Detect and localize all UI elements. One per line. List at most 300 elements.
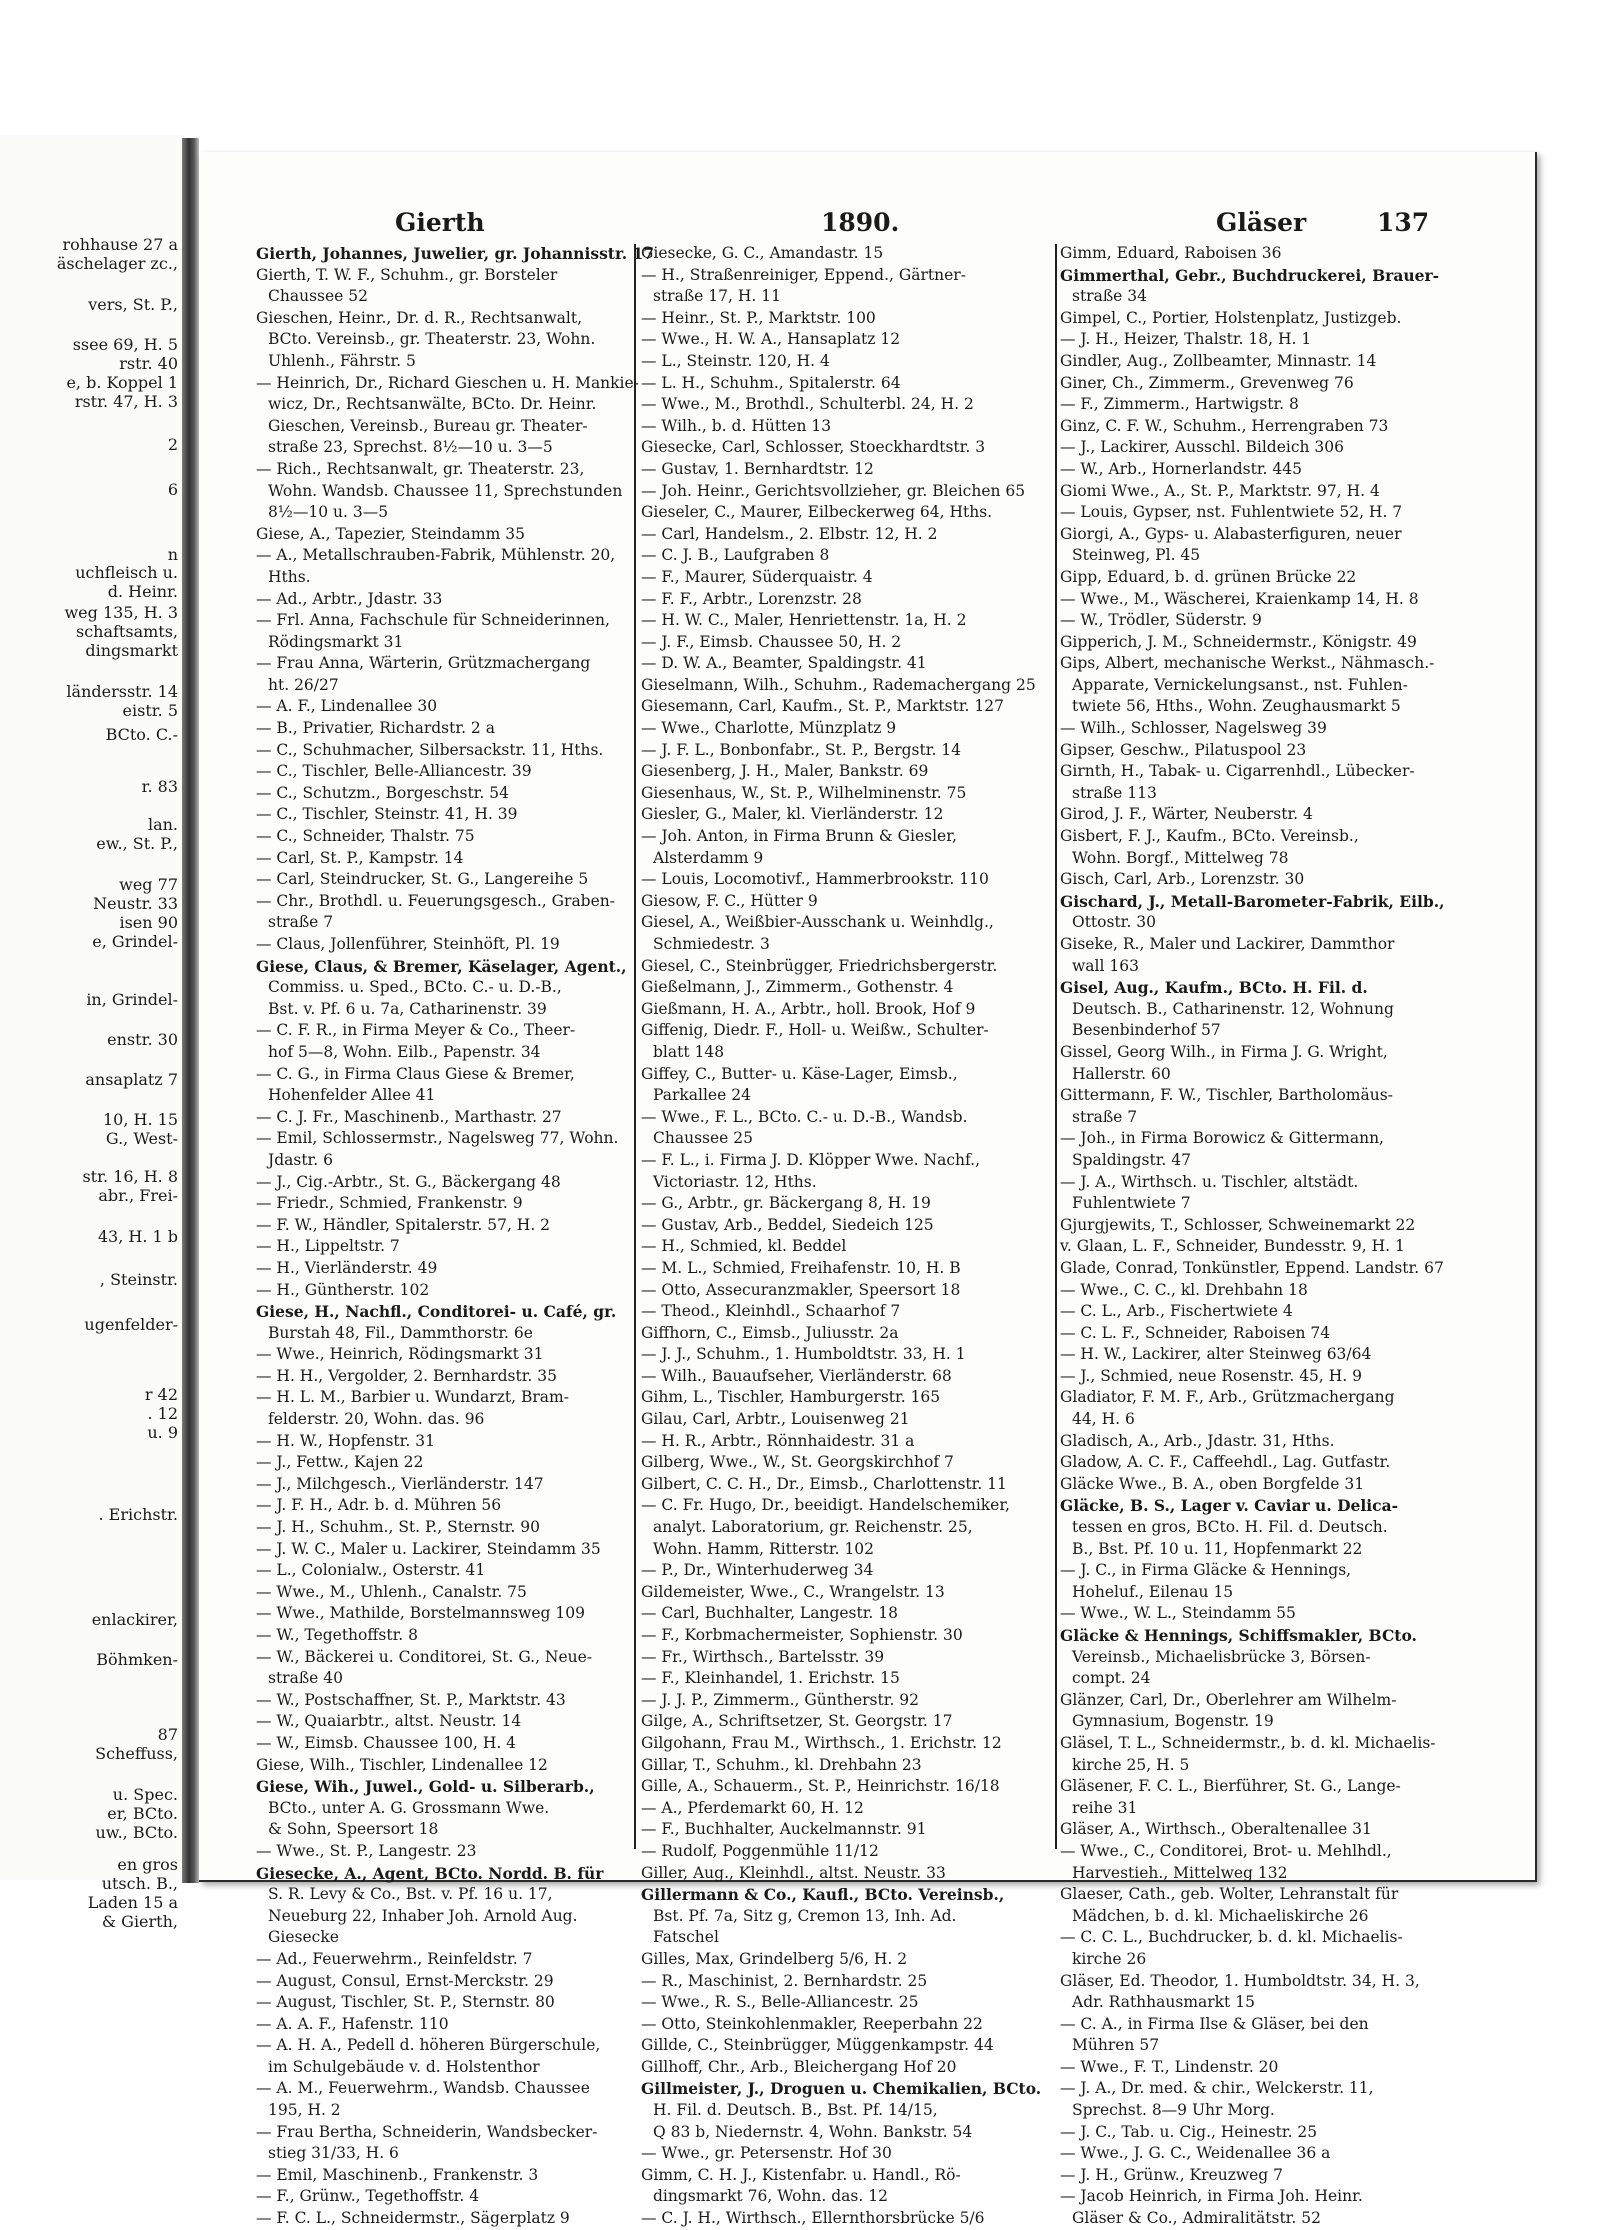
directory-entry-line: — Claus, Jollenführer, Steinhöft, Pl. 19 [256, 935, 560, 953]
directory-entry-line: — Rich., Rechtsanwalt, gr. Theaterstr. 23, [256, 459, 585, 478]
directory-entry-line: — Frau Anna, Wärterin, Grützmachergang [256, 654, 591, 673]
directory-entry-line: — Wwe., Mathilde, Borstelmannsweg 109 [256, 1604, 585, 1623]
left-page-text-fragment: äschelager zc., [56, 254, 178, 273]
directory-entry-line: reihe 31 [1072, 1798, 1138, 1817]
entries-column-3 [1060, 243, 1449, 2228]
directory-entry-line: Gladiator, F. M. F., Arb., Grützmachergang [1060, 1388, 1395, 1407]
directory-entry-line: Giseke, R., Maler und Lackirer, Dammthor [1060, 935, 1395, 953]
directory-entry-line: — C. L., Arb., Fischertwiete 4 [1060, 1302, 1293, 1321]
directory-entry-line: straße 113 [1072, 783, 1157, 802]
directory-entry-line: Gillmeister, J., Droguen u. Chemikalien, BCto. [641, 2079, 1042, 2099]
left-page-text-fragment: er, BCto. [107, 1804, 178, 1823]
directory-entry-line: — M. L., Schmied, Freihafenstr. 10, H. B [641, 1258, 961, 1277]
directory-entry-line: Gjurgjewits, T., Schlosser, Schweinemarkt 22 [1060, 1215, 1416, 1234]
directory-entry-line: — A. A. F., Hafenstr. 110 [256, 2014, 449, 2033]
left-page-text-fragment: Neustr. 33 [93, 894, 178, 913]
directory-entry-line: Rödingsmarkt 31 [268, 632, 404, 651]
directory-entry-line: — Wwe., J. G. C., Weidenallee 36 a [1060, 2144, 1331, 2163]
directory-entry-line: dingsmarkt 76, Wohn. das. 12 [653, 2187, 888, 2206]
directory-entry-line: — F., Maurer, Süderquaistr. 4 [641, 567, 873, 586]
directory-entry-line: Wohn. Borgf., Mittelweg 78 [1072, 848, 1289, 867]
directory-entry-line: — L. H., Schuhm., Spitalerstr. 64 [641, 373, 901, 392]
directory-entry-line: Alsterdamm 9 [653, 848, 764, 867]
directory-entry-line: Commiss. u. Sped., BCto. C.- u. D.-B., [268, 978, 562, 997]
directory-entry-line: analyt. Laboratorium, gr. Reichenstr. 25, [653, 1518, 973, 1537]
left-page-text-fragment: e, b. Koppel 1 [66, 373, 178, 392]
directory-entry-line: — F. L., i. Firma J. D. Klöpper Wwe. Nachf., [641, 1150, 981, 1169]
left-page-text-fragment: rohhause 27 a [62, 235, 178, 254]
directory-entry-line: — J. C., in Firma Gläcke & Hennings, [1060, 1561, 1352, 1580]
left-page-text-fragment: in, Grindel- [86, 990, 178, 1009]
directory-entry-line: — Frl. Anna, Fachschule für Schneiderinnen, [256, 611, 610, 630]
directory-entry-line: blatt 148 [653, 1042, 725, 1061]
directory-entry-line: Giorgi, A., Gyps- u. Alabasterfiguren, neuer [1060, 524, 1402, 543]
directory-entry-line: H. Fil. d. Deutsch. B., Bst. Pf. 14/15, [653, 2101, 938, 2120]
directory-entry-line: Gilberg, Wwe., W., St. Georgskirchhof 7 [641, 1453, 954, 1472]
directory-entry-line: Gierth, T. W. F., Schuhm., gr. Borsteler [256, 265, 558, 284]
left-page-text-fragment: r. 83 [141, 777, 178, 796]
directory-entry-line: — Joh. Heinr., Gerichtsvollzieher, gr. Bleichen 65 [641, 481, 1026, 500]
directory-entry-line: Hths. [268, 567, 311, 586]
directory-entry-line: 195, H. 2 [268, 2101, 341, 2120]
directory-entry-line: — W., Quaiarbtr., altst. Neustr. 14 [256, 1712, 522, 1731]
directory-entry-line: Gieseler, C., Maurer, Eilbeckerweg 64, Hths. [641, 503, 993, 522]
left-page-text-fragment: ew., St. P., [96, 834, 178, 853]
left-page-text-fragment: Laden 15 a [87, 1893, 178, 1912]
directory-entry-line: Gipser, Geschw., Pilatuspool 23 [1060, 740, 1307, 759]
left-page-text-fragment: r 42 [144, 1385, 178, 1404]
directory-entry-line: kirche 25, H. 5 [1072, 1755, 1190, 1774]
directory-entry-line: — R., Maschinist, 2. Bernhardstr. 25 [641, 1971, 928, 1990]
directory-entry-line: — Carl, Handelsm., 2. Elbstr. 12, H. 2 [641, 524, 938, 543]
left-page-text-fragment: d. Heinr. [107, 582, 178, 601]
directory-entry-line: Gihm, L., Tischler, Hamburgerstr. 165 [641, 1388, 941, 1407]
directory-entry-line: — W., Bäckerei u. Conditorei, St. G., Neue- [256, 1647, 593, 1666]
header-year: 1890. [821, 208, 900, 237]
directory-entry-line: — G., Arbtr., gr. Bäckergang 8, H. 19 [641, 1194, 931, 1213]
directory-entry-line: Fatschel [653, 1928, 719, 1947]
directory-entry-line: straße 23, Sprechst. 8½—10 u. 3—5 [268, 438, 553, 457]
directory-entry-line: — Wwe., C. C., kl. Drehbahn 18 [1060, 1280, 1308, 1299]
directory-entry-line: Gimpel, C., Portier, Holstenplatz, Justizgeb. [1060, 308, 1402, 327]
directory-entry-line: Parkallee 24 [653, 1086, 751, 1105]
directory-entry-line: BCto., unter A. G. Grossmann Wwe. [268, 1798, 550, 1817]
directory-entry-line: Gladow, A. C. F., Caffeehdl., Lag. Gutfastr. [1060, 1453, 1391, 1472]
directory-entry-line: straße 34 [1072, 287, 1148, 306]
directory-entry-line: — B., Privatier, Richardstr. 2 a [256, 719, 495, 738]
directory-entry-line: Gimm, C. H. J., Kistenfabr. u. Handl., Rö- [641, 2165, 961, 2184]
directory-entry-line: im Schulgebäude v. d. Holstenthor [268, 2057, 540, 2076]
directory-entry-line: Gieschen, Heinr., Dr. d. R., Rechtsanwalt, [256, 308, 583, 327]
directory-entry-line: Giesel, C., Steinbrügger, Friedrichsbergerstr. [641, 956, 998, 975]
directory-entry-line: — C., Tischler, Belle-Alliancestr. 39 [256, 762, 532, 781]
directory-entry-line: — W., Trödler, Süderstr. 9 [1060, 611, 1262, 630]
directory-entry-line: Gimmerthal, Gebr., Buchdruckerei, Brauer- [1060, 265, 1440, 285]
directory-entry-line: — A. H. A., Pedell d. höheren Bürgerschule, [256, 2036, 601, 2055]
directory-entry-line: — Chr., Brothdl. u. Feuerungsgesch., Graben- [256, 891, 615, 910]
directory-entry-line: — C. C. L., Buchdrucker, b. d. kl. Michaelis- [1060, 1928, 1403, 1947]
directory-entry-line: — C., Schuhmacher, Silbersackstr. 11, Hths. [256, 740, 604, 759]
directory-entry-line: Gilge, A., Schriftsetzer, St. Georgstr. 17 [641, 1712, 953, 1731]
directory-entry-line: — Heinrich, Dr., Richard Gieschen u. H. Mankie- [256, 373, 639, 392]
directory-entry-line: — August, Tischler, St. P., Sternstr. 80 [256, 1993, 555, 2012]
directory-entry-line: Gymnasium, Bogenstr. 19 [1072, 1712, 1274, 1731]
directory-entry-line: — H., Lippeltstr. 7 [256, 1237, 400, 1256]
directory-entry-line: Gillermann & Co., Kaufl., BCto. Vereinsb., [641, 1885, 1005, 1905]
directory-entry-line: — Carl, Steindrucker, St. G., Langereihe 5 [256, 870, 589, 889]
left-page-text-fragment: utsch. B., [101, 1874, 178, 1893]
directory-entry-line: — C., Schneider, Thalstr. 75 [256, 827, 475, 846]
directory-entry-line: — J., Fettw., Kajen 22 [256, 1453, 424, 1472]
left-page-text-fragment: BCto. C.- [105, 725, 178, 744]
directory-entry-line: — F., Zimmerm., Hartwigstr. 8 [1060, 395, 1299, 414]
directory-entry-line: — J. A., Dr. med. & chir., Welckerstr. 11, [1060, 2079, 1374, 2098]
directory-entry-line: Q 83 b, Niedernstr. 4, Wohn. Bankstr. 54 [653, 2122, 973, 2141]
directory-entry-line: — H., Güntherstr. 102 [256, 1280, 430, 1299]
directory-entry-line: — J. A., Wirthsch. u. Tischler, altstädt. [1060, 1172, 1359, 1191]
directory-entry-line: Besenbinderhof 57 [1072, 1021, 1221, 1040]
left-page-text-fragment: 87 [157, 1725, 178, 1744]
left-page-text-fragment: str. 16, H. 8 [82, 1167, 178, 1186]
directory-entry-line: — H. W., Lackirer, alter Steinweg 63/64 [1060, 1345, 1372, 1364]
left-page-text-fragment: . Erichstr. [98, 1505, 178, 1524]
directory-entry-line: — C., Tischler, Steinstr. 41, H. 39 [256, 805, 518, 824]
directory-entry-line: — Friedr., Schmied, Frankenstr. 9 [256, 1194, 523, 1213]
directory-entry-line: wall 163 [1072, 956, 1139, 975]
directory-entry-line: Gießmann, H. A., Arbtr., holl. Brook, Hof 9 [641, 999, 976, 1018]
left-page-text-fragment: e, Grindel- [92, 932, 178, 951]
directory-entry-line: — A. M., Feuerwehrm., Wandsb. Chaussee [256, 2079, 590, 2098]
directory-entry-line: Gilgohann, Frau M., Wirthsch., 1. Erichstr. 12 [641, 1733, 1002, 1752]
directory-entry-line: — H. W., Hopfenstr. 31 [256, 1431, 435, 1450]
directory-entry-line: Spaldingstr. 47 [1072, 1150, 1191, 1169]
directory-entry-line: — Wwe., H. W. A., Hansaplatz 12 [641, 330, 901, 349]
left-page-text-fragment: Böhmken- [96, 1650, 178, 1669]
directory-entry-line: Gissel, Georg Wilh., in Firma J. G. Wright, [1060, 1042, 1388, 1061]
directory-entry-line: Gläsel, T. L., Schneidermstr., b. d. kl. Michaelis- [1060, 1733, 1436, 1752]
directory-entry-line: — F., Buchhalter, Auckelmannstr. 91 [641, 1820, 927, 1839]
directory-entry-line: Giese, H., Nachfl., Conditorei- u. Café, gr. [256, 1302, 617, 1322]
directory-entry-line: Giese, A., Tapezier, Steindamm 35 [256, 524, 525, 543]
directory-entry-line: Gilbert, C. C. H., Dr., Eimsb., Charlottenstr. 11 [641, 1474, 1007, 1493]
directory-entry-line: Gischard, J., Metall-Barometer-Fabrik, Eilb., [1060, 891, 1445, 911]
directory-entry-line: — Carl, St. P., Kampstr. 14 [256, 848, 464, 867]
directory-entry-line: — Frau Bertha, Schneiderin, Wandsbecker- [256, 2122, 598, 2141]
directory-entry-line: Gilau, Carl, Arbtr., Louisenweg 21 [641, 1410, 910, 1429]
directory-entry-line: hof 5—8, Wohn. Eilb., Papenstr. 34 [268, 1042, 541, 1061]
directory-entry-line: — C. J. Fr., Maschinenb., Marthastr. 27 [256, 1107, 562, 1126]
directory-entry-line: Gille, A., Schauerm., St. P., Heinrichstr. 16/18 [641, 1777, 1000, 1796]
directory-entry-line: compt. 24 [1072, 1669, 1151, 1688]
left-page-text-fragment: ugenfelder- [84, 1315, 178, 1334]
directory-entry-line: Giesemann, Carl, Kaufm., St. P., Marktstr. 127 [641, 697, 1004, 716]
directory-entry-line: Giesenberg, J. H., Maler, Bankstr. 69 [641, 762, 929, 781]
directory-entry-line: Uhlenh., Fährstr. 5 [268, 351, 416, 370]
left-page-text-fragment: G., West- [105, 1129, 178, 1148]
directory-entry-line: Deutsch. B., Catharinenstr. 12, Wohnung [1072, 999, 1394, 1018]
directory-entry-line: Gläcke & Hennings, Schiffsmakler, BCto. [1060, 1626, 1417, 1645]
directory-entry-line: Girod, J. F., Wärter, Neuberstr. 4 [1060, 805, 1313, 824]
directory-entry-line: Giesenhaus, W., St. P., Wilhelminenstr. 75 [641, 783, 967, 802]
directory-entry-line: Giner, Ch., Zimmerm., Grevenweg 76 [1060, 373, 1354, 392]
header-first-entry: Gierth [395, 208, 485, 237]
directory-entry-line: Bst. v. Pf. 6 u. 7a, Catharinenstr. 39 [268, 999, 547, 1018]
directory-entry-line: straße 7 [268, 913, 334, 932]
directory-entry-line: Gläser, Ed. Theodor, 1. Humboldtstr. 34, H. 3, [1060, 1971, 1420, 1990]
directory-entry-line: Giesecke, A., Agent, BCto. Nordd. B. für [256, 1863, 604, 1883]
directory-entry-line: — J. H., Grünw., Kreuzweg 7 [1060, 2165, 1284, 2184]
left-page-text-fragment: u. 9 [147, 1423, 178, 1442]
directory-entry-line: Gieschen, Vereinsb., Bureau gr. Theater- [268, 416, 588, 435]
directory-entry-line: — Wwe., R. S., Belle-Alliancestr. 25 [641, 1993, 919, 2012]
directory-entry-line: Gillhoff, Chr., Arb., Bleichergang Hof 20 [641, 2057, 957, 2076]
directory-entry-line: felderstr. 20, Wohn. das. 96 [268, 1410, 485, 1429]
directory-entry-line: — J. J., Schuhm., 1. Humboldtstr. 33, H. 1 [641, 1345, 966, 1364]
directory-entry-line: Gipp, Eduard, b. d. grünen Brücke 22 [1060, 567, 1357, 586]
directory-entry-line: BCto. Vereinsb., gr. Theaterstr. 23, Wohn. [268, 330, 596, 349]
left-page-text-fragment: weg 77 [119, 875, 178, 894]
directory-entry-line: — Wwe., Heinrich, Rödingsmarkt 31 [256, 1345, 544, 1364]
left-page-text-fragment: n [167, 545, 178, 564]
directory-entry-line: tessen en gros, BCto. H. Fil. d. Deutsch. [1072, 1518, 1388, 1537]
directory-entry-line: — D. W. A., Beamter, Spaldingstr. 41 [641, 654, 927, 673]
directory-entry-line: Gierth, Johannes, Juwelier, gr. Johannisstr. 17 [256, 244, 655, 263]
directory-entry-line: — W., Eimsb. Chaussee 100, H. 4 [256, 1733, 517, 1752]
directory-entry-line: Gildemeister, Wwe., C., Wrangelstr. 13 [641, 1582, 945, 1601]
directory-entry-line: — Wwe., Charlotte, Münzplatz 9 [641, 719, 897, 738]
directory-entry-line: wicz, Dr., Rechtsanwälte, BCto. Dr. Heinr. [268, 395, 597, 414]
directory-entry-line: — C. J. H., Wirthsch., Ellernthorsbrücke 5/6 [641, 2209, 985, 2228]
directory-entry-line: Ginz, C. F. W., Schuhm., Herrengraben 73 [1060, 416, 1389, 435]
left-page-text-fragment: enstr. 30 [107, 1030, 178, 1049]
book-gutter [182, 138, 199, 1883]
directory-entry-line: — H. L. M., Barbier u. Wundarzt, Bram- [256, 1388, 569, 1407]
page-header [199, 208, 1439, 242]
directory-entry-line: — L., Steinstr. 120, H. 4 [641, 351, 830, 370]
directory-entry-line: Gisbert, F. J., Kaufm., BCto. Vereinsb., [1060, 827, 1359, 846]
directory-entry-line: Gläser, A., Wirthsch., Oberaltenallee 31 [1060, 1820, 1372, 1839]
left-page-text-fragment: 2 [167, 435, 178, 454]
directory-entry-line: Mühren 57 [1072, 2036, 1160, 2055]
directory-entry-line: — W., Postschaffner, St. P., Marktstr. 43 [256, 1690, 566, 1709]
directory-entry-line: — Wilh., b. d. Hütten 13 [641, 416, 832, 435]
directory-entry-line: Victoriastr. 12, Hths. [653, 1172, 817, 1191]
directory-entry-line: stieg 31/33, H. 6 [268, 2144, 399, 2163]
directory-entry-line: Gilles, Max, Grindelberg 5/6, H. 2 [641, 1949, 908, 1968]
left-page-text-fragment: weg 135, H. 3 [64, 603, 178, 622]
directory-entry-line: — Joh., in Firma Borowicz & Gittermann, [1060, 1129, 1384, 1148]
left-page-text-fragment: lan. [147, 815, 178, 834]
directory-entry-line: Mädchen, b. d. kl. Michaeliskirche 26 [1072, 1906, 1369, 1925]
directory-entry-line: — A. F., Lindenallee 30 [256, 697, 438, 716]
directory-entry-line: — C. L. F., Schneider, Raboisen 74 [1060, 1323, 1331, 1342]
directory-entry-line: Gips, Albert, mechanische Werkst., Nähmasch.- [1060, 654, 1435, 673]
directory-entry-line: — C., Schutzm., Borgeschstr. 54 [256, 783, 509, 802]
directory-entry-line: Giesler, G., Maler, kl. Vierländerstr. 12 [641, 805, 944, 824]
left-page-text-fragment: Scheffuss, [95, 1744, 178, 1763]
directory-entry-line: — J., Milchgesch., Vierländerstr. 147 [256, 1474, 544, 1493]
left-page-text-fragment: abr., Frei- [98, 1186, 178, 1205]
directory-entry-line: — F., Grünw., Tegethoffstr. 4 [256, 2187, 480, 2206]
directory-entry-line: Schmiedestr. 3 [653, 935, 770, 953]
directory-entry-line: 44, H. 6 [1072, 1410, 1135, 1429]
entries-column-1 [256, 243, 657, 2228]
directory-entry-line: Jdastr. 6 [268, 1150, 333, 1169]
directory-entry-line: Giffey, C., Butter- u. Käse-Lager, Eimsb., [641, 1064, 958, 1083]
left-page-text-fragment: . 12 [147, 1404, 178, 1423]
directory-entry-line: Girnth, H., Tabak- u. Cigarrenhdl., Lübecker- [1060, 762, 1415, 781]
directory-entry-line: — Theod., Kleinhdl., Schaarhof 7 [641, 1302, 901, 1321]
directory-entry-line: Giesecke [268, 1928, 339, 1947]
directory-entry-line: Gillde, C., Steinbrügger, Müggenkampstr. 44 [641, 2036, 994, 2055]
directory-entry-line: — Ad., Feuerwehrm., Reinfeldstr. 7 [256, 1949, 533, 1968]
directory-entry-line: 8½—10 u. 3—5 [268, 503, 389, 522]
directory-entry-line: — J. H., Schuhm., St. P., Sternstr. 90 [256, 1518, 540, 1537]
directory-entry-line: — J. F. L., Bonbonfabr., St. P., Bergstr. 14 [641, 740, 962, 759]
page-number: 137 [1377, 208, 1430, 237]
directory-entry-line: — Wwe., M., Uhlenh., Canalstr. 75 [256, 1582, 527, 1601]
directory-entry-line: — F., Korbmachermeister, Sophienstr. 30 [641, 1626, 963, 1644]
directory-entry-line: — Louis, Locomotivf., Hammerbrookstr. 110 [641, 870, 989, 889]
left-page-text-fragment: 6 [167, 480, 178, 499]
directory-entry-line: — C. J. B., Laufgraben 8 [641, 546, 830, 565]
entries-column-2 [641, 243, 1042, 2228]
directory-entry-line: v. Glaan, L. F., Schneider, Bundesstr. 9, H. 1 [1060, 1237, 1405, 1256]
directory-entry-line: Giomi Wwe., A., St. P., Marktstr. 97, H. 4 [1060, 481, 1380, 500]
directory-entry-line: — J. F., Eimsb. Chaussee 50, H. 2 [641, 632, 902, 651]
left-page-text-fragment: ssee 69, H. 5 [72, 335, 178, 354]
directory-entry-line: Gläcke Wwe., B. A., oben Borgfelde 31 [1060, 1474, 1365, 1493]
directory-entry-line: Gladisch, A., Arb., Jdastr. 31, Hths. [1060, 1431, 1335, 1450]
directory-entry-line: — Emil, Schlossermstr., Nagelsweg 77, Wohn. [256, 1129, 619, 1148]
left-page-text-fragment: & Gierth, [101, 1912, 178, 1931]
directory-entry-line: — H., Vierländerstr. 49 [256, 1258, 438, 1277]
directory-entry-line: Glaeser, Cath., geb. Wolter, Lehranstalt für [1060, 1885, 1399, 1904]
directory-entry-line: — Ad., Arbtr., Jdastr. 33 [256, 589, 443, 608]
directory-entry-line: Giese, Claus, & Bremer, Käselager, Agent., [256, 956, 627, 976]
left-page-text-fragment: uchfleisch u. [75, 563, 178, 582]
directory-entry-line: — C. G., in Firma Claus Giese & Bremer, [256, 1064, 575, 1083]
directory-entry-line: — Gustav, 1. Bernhardtstr. 12 [641, 459, 874, 478]
directory-entry-line: — Emil, Maschinenb., Frankenstr. 3 [256, 2165, 539, 2184]
directory-entry-line: Gläcke, B. S., Lager v. Caviar u. Delica- [1060, 1496, 1399, 1516]
directory-entry-line: Glänzer, Carl, Dr., Oberlehrer am Wilhelm- [1060, 1690, 1397, 1709]
directory-entry-line: straße 7 [1072, 1107, 1138, 1126]
directory-entry-line: Steinweg, Pl. 45 [1072, 546, 1201, 565]
directory-entry-line: — Carl, Buchhalter, Langestr. 18 [641, 1604, 899, 1623]
directory-entry-line: — F. C. L., Schneidermstr., Sägerplatz 9 [256, 2209, 570, 2228]
directory-entry-line: — J. W. C., Maler u. Lackirer, Steindamm 35 [256, 1539, 601, 1558]
directory-entry-line: Gindler, Aug., Zollbeamter, Minnastr. 14 [1060, 351, 1377, 370]
directory-entry-line: Harvestieh., Mittelweg 132 [1072, 1863, 1288, 1882]
left-page-fragment [0, 135, 183, 1931]
left-page-text-fragment: , Steinstr. [99, 1270, 178, 1289]
left-page-text-fragment: ansaplatz 7 [85, 1070, 178, 1089]
directory-entry-line: — J., Schmied, neue Rosenstr. 45, H. 9 [1060, 1366, 1363, 1385]
directory-entry-line: Gläser & Co., Admiralitätstr. 52 [1072, 2209, 1321, 2228]
left-page-text-fragment: 10, H. 15 [102, 1110, 178, 1129]
left-page-text-fragment: uw., BCto. [95, 1823, 178, 1842]
directory-entry-line: straße 17, H. 11 [653, 287, 781, 306]
directory-entry-line: Giese, Wih., Juwel., Gold- u. Silberarb., [256, 1777, 595, 1797]
directory-entry-line: — Wwe., C., Conditorei, Brot- u. Mehlhdl., [1060, 1841, 1392, 1860]
directory-entry-line: Gillar, T., Schuhm., kl. Drehbahn 23 [641, 1755, 922, 1774]
directory-entry-line: — C. Fr. Hugo, Dr., beeidigt. Handelschemiker, [641, 1496, 1010, 1515]
header-last-entry: Gläser [1216, 208, 1307, 237]
directory-entry-line: & Sohn, Speersort 18 [268, 1820, 439, 1839]
directory-entry-line: Vereinsb., Michaelisbrücke 3, Börsen- [1072, 1647, 1371, 1666]
directory-entry-line: Giesow, F. C., Hütter 9 [641, 891, 818, 910]
directory-entry-line: — Wilh., Bauaufseher, Vierländerstr. 68 [641, 1366, 952, 1385]
directory-entry-line: — Otto, Steinkohlenmakler, Reeperbahn 22 [641, 2014, 983, 2033]
directory-entry-line: — F. F., Arbtr., Lorenzstr. 28 [641, 589, 862, 608]
directory-entry-line: — A., Pferdemarkt 60, H. 12 [641, 1798, 864, 1817]
left-page-text-fragment: enlackirer, [91, 1610, 178, 1629]
left-page-text-fragment: en gros [117, 1855, 178, 1874]
directory-entry-line: Gläsener, F. C. L., Bierführer, St. G., Lange- [1060, 1777, 1401, 1796]
directory-entry-line: Gipperich, J. M., Schneidermstr., Königstr. 49 [1060, 632, 1417, 651]
directory-entry-line: — Louis, Gypser, nst. Fuhlentwiete 52, H. 7 [1060, 503, 1403, 522]
directory-entry-line: Gisel, Aug., Kaufm., BCto. H. Fil. d. [1060, 978, 1368, 998]
directory-entry-line: — Fr., Wirthsch., Bartelsstr. 39 [641, 1647, 885, 1666]
directory-entry-line: — Wwe., F. L., BCto. C.- u. D.-B., Wandsb. [641, 1107, 968, 1126]
left-page-text-fragment: vers, St. P., [88, 295, 178, 314]
directory-entry-line: — P., Dr., Winterhuderweg 34 [641, 1561, 874, 1580]
directory-entry-line: — Heinr., St. P., Marktstr. 100 [641, 308, 876, 327]
directory-entry-line: — Wilh., Schlosser, Nagelsweg 39 [1060, 719, 1327, 738]
directory-entry-line: Apparate, Vernickelungsanst., nst. Fuhlen- [1072, 675, 1408, 694]
directory-entry-line: Hallerstr. 60 [1072, 1064, 1171, 1083]
directory-entry-line: Fuhlentwiete 7 [1072, 1194, 1191, 1213]
directory-entry-line: — Wwe., M., Brothdl., Schulterbl. 24, H. 2 [641, 395, 974, 414]
directory-entry-line: kirche 26 [1072, 1949, 1147, 1968]
directory-entry-line: — Otto, Assecuranzmakler, Speersort 18 [641, 1280, 961, 1299]
directory-entry-line: Hoheluf., Eilenau 15 [1072, 1582, 1234, 1601]
directory-entry-line: — Wwe., St. P., Langestr. 23 [256, 1841, 477, 1860]
directory-entry-line: B., Bst. Pf. 10 u. 11, Hopfenmarkt 22 [1072, 1539, 1363, 1558]
directory-entry-line: — Gustav, Arb., Beddel, Siedeich 125 [641, 1215, 934, 1234]
directory-entry-line: — J. H., Heizer, Thalstr. 18, H. 1 [1060, 330, 1312, 349]
left-page-text-fragment: eistr. 5 [122, 701, 178, 720]
left-page-text-fragment: 43, H. 1 b [97, 1227, 178, 1246]
directory-entry-line: — F. W., Händler, Spitalerstr. 57, H. 2 [256, 1215, 551, 1234]
directory-entry-line: — C. F. R., in Firma Meyer & Co., Theer- [256, 1021, 576, 1040]
directory-entry-line: — J., Cig.-Arbtr., St. G., Bäckergang 48 [256, 1172, 561, 1191]
directory-entry-line: — H. H., Vergolder, 2. Bernhardstr. 35 [256, 1366, 558, 1385]
directory-entry-line: — H., Schmied, kl. Beddel [641, 1237, 847, 1256]
directory-entry-line: Gießelmann, J., Zimmerm., Gothenstr. 4 [641, 978, 954, 997]
directory-entry-line: — W., Arb., Hornerlandstr. 445 [1060, 459, 1302, 478]
directory-entry-line: — L., Colonialw., Osterstr. 41 [256, 1561, 486, 1580]
directory-entry-line: Giffhorn, C., Eimsb., Juliusstr. 2a [641, 1323, 899, 1342]
directory-entry-line: Ottostr. 30 [1072, 913, 1156, 932]
directory-entry-line: — H. R., Arbtr., Rönnhaidestr. 31 a [641, 1431, 915, 1450]
directory-entry-line: twiete 56, Hths., Wohn. Zeughausmarkt 5 [1072, 697, 1401, 716]
directory-entry-line: Sprechst. 8—9 Uhr Morg. [1072, 2101, 1275, 2120]
directory-entry-line: Giller, Aug., Kleinhdl., altst. Neustr. 33 [641, 1863, 946, 1882]
directory-entry-line: Gittermann, F. W., Tischler, Bartholomäus- [1060, 1086, 1393, 1105]
directory-entry-line: Bst. Pf. 7a, Sitz g, Cremon 13, Inh. Ad. [653, 1906, 957, 1925]
directory-entry-line: Giesecke, Carl, Schlosser, Stoeckhardtstr. 3 [641, 438, 986, 457]
directory-entry-line: — A., Metallschrauben-Fabrik, Mühlenstr. 20, [256, 546, 616, 565]
directory-entry-line: — August, Consul, Ernst-Merckstr. 29 [256, 1971, 554, 1990]
directory-entry-line: — Wwe., gr. Petersenstr. Hof 30 [641, 2144, 892, 2163]
directory-entry-line: straße 40 [268, 1669, 344, 1688]
directory-entry-line: Giesecke, G. C., Amandastr. 15 [641, 244, 884, 262]
directory-entry-line: ht. 26/27 [268, 675, 339, 694]
directory-entry-line: Giese, Wilh., Tischler, Lindenallee 12 [256, 1755, 548, 1774]
directory-entry-line: Giffenig, Diedr. F., Holl- u. Weißw., Schulter- [641, 1021, 989, 1040]
